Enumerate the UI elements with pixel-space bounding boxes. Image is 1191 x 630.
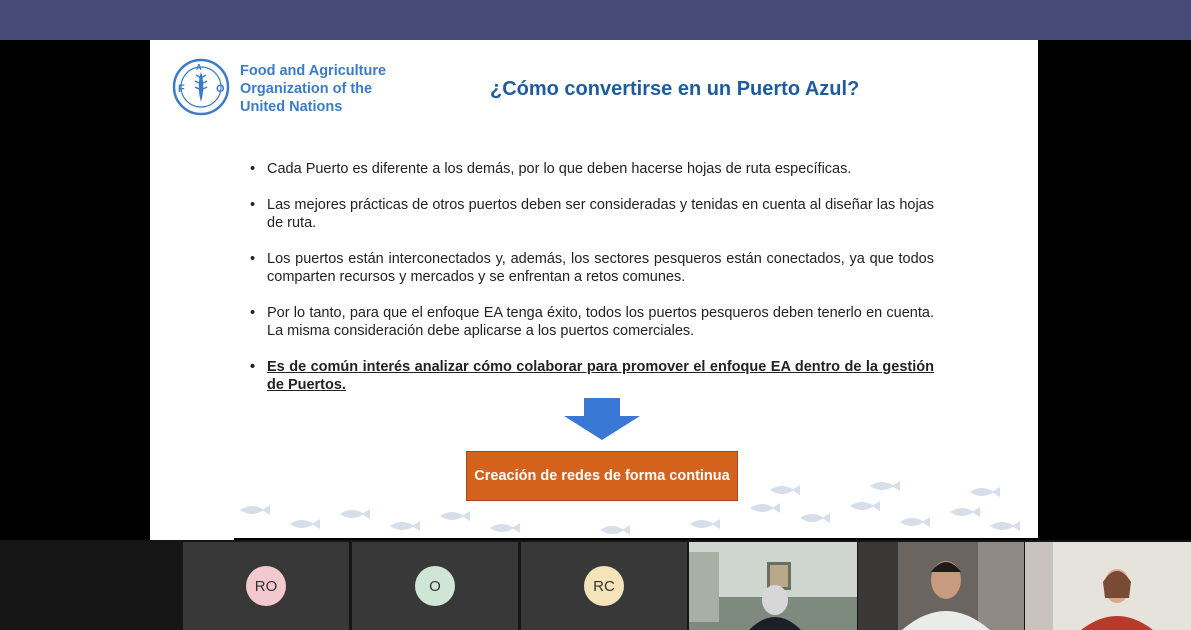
org-name-line-1: Food and Agriculture [240,63,387,79]
participant-tile[interactable] [521,542,687,630]
svg-text:O: O [216,83,225,95]
org-name-line-2: Organization of the [240,81,373,97]
fish-pattern-decoration [150,458,1038,538]
bullet-item: • Las mejores prácticas de otros puertos deben ser consideradas y tenidas en cuenta al diseñar las hojas de ruta. [248,196,934,232]
participant-tile[interactable] [352,542,518,630]
svg-text:A: A [196,63,202,72]
bullet-item-emphasized: • Es de común interés analizar cómo colaborar para promover el enfoque EA dentro de la gestión de Puertos. [248,358,934,394]
bullet-item: • Cada Puerto es diferente a los demás, por lo que deben hacerse hojas de ruta específicas. [248,160,934,178]
participant-video-3 [1025,542,1191,630]
participant-video-tile[interactable] [858,542,1024,630]
bullet-item: • Los puertos están interconectados y, además, los sectores pesqueros están conectados, ya que todos comparten recursos y mercados y se enfrentan a retos comunes. [248,250,934,286]
participant-tile[interactable] [183,542,349,630]
bullet-list [248,160,934,412]
avatar: RO [246,566,286,606]
participant-strip [0,540,1191,630]
shared-slide [150,40,1038,538]
slide-title: ¿Cómo convertirse en un Puerto Azul? [490,78,860,100]
participant-video-1 [689,542,857,630]
svg-text:F: F [178,83,185,95]
participant-video-tile[interactable] [689,542,857,630]
down-arrow-icon [562,398,642,440]
avatar: O [415,566,455,606]
slide-corner [150,510,234,540]
avatar: RC [584,566,624,606]
participant-video-tile[interactable] [1025,542,1191,630]
fao-organization-name [240,62,386,116]
networking-callout-box: Creación de redes de forma continua [466,451,738,501]
participant-video-2 [858,542,1024,630]
meeting-top-bar [0,0,1191,40]
fao-logo-icon [172,58,230,116]
org-name-line-3: United Nations [240,99,343,115]
bullet-item: • Por lo tanto, para que el enfoque EA tenga éxito, todos los puertos pesqueros deben tenerlo en cuenta. La misma consideración debe aplicarse a los puertos comerciales. [248,304,934,340]
